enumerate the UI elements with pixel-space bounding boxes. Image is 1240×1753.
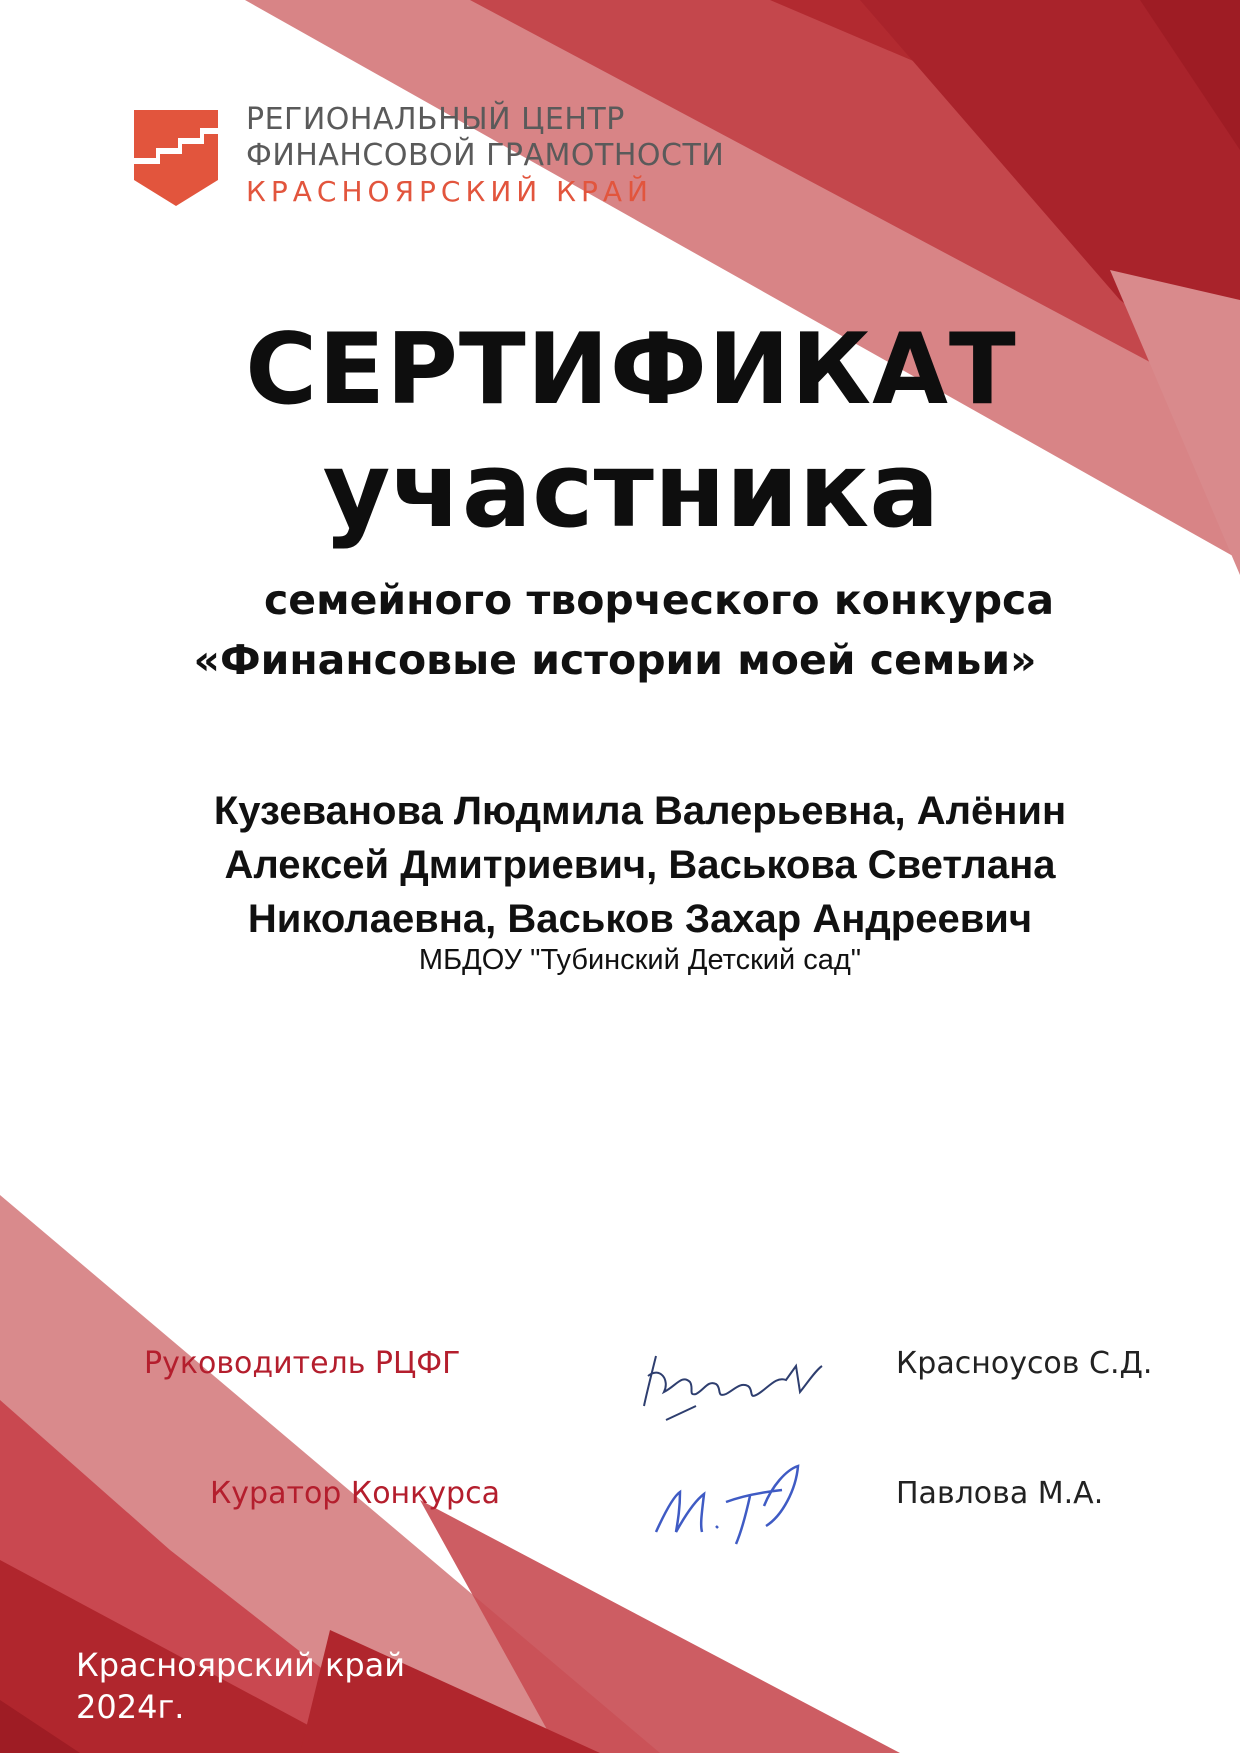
contest-line: семейного творческого конкурса bbox=[263, 576, 1055, 624]
footer-region: Красноярский край bbox=[76, 1646, 406, 1684]
signature-name-head: Красноусов С.Д. bbox=[896, 1346, 1153, 1381]
logo-line-1: РЕГИОНАЛЬНЫЙ ЦЕНТР bbox=[246, 102, 625, 137]
signature-role-head: Руководитель РЦФГ bbox=[144, 1346, 461, 1381]
signature-pavlova-icon bbox=[646, 1456, 822, 1556]
logo-line-3: КРАСНОЯРСКИЙ КРАЙ bbox=[246, 175, 653, 208]
signature-role-curator: Куратор Конкурса bbox=[210, 1476, 500, 1511]
signature-krasnousov-icon bbox=[636, 1336, 836, 1432]
participant-organization: МБДОУ "Тубинский Детский сад" bbox=[418, 944, 862, 976]
contest-name: «Финансовые истории моей семьи» bbox=[193, 636, 1037, 684]
certificate-subtitle: участника bbox=[322, 429, 940, 551]
logo-emblem-icon bbox=[134, 110, 218, 206]
certificate-title: СЕРТИФИКАТ bbox=[245, 313, 1017, 427]
logo-text bbox=[246, 102, 724, 210]
footer-year: 2024г. bbox=[76, 1688, 185, 1726]
footer bbox=[76, 1644, 405, 1728]
contest-block bbox=[0, 570, 1240, 690]
signature-name-curator: Павлова М.А. bbox=[896, 1476, 1104, 1511]
logo-line-2: ФИНАНСОВОЙ ГРАМОТНОСТИ bbox=[246, 138, 725, 173]
participant-names: Кузеванова Людмила Валерьевна, Алёнин Алексей Дмитриевич, Васькова Светлана Николаевна, Васьков Захар Андреевич bbox=[213, 789, 1067, 941]
